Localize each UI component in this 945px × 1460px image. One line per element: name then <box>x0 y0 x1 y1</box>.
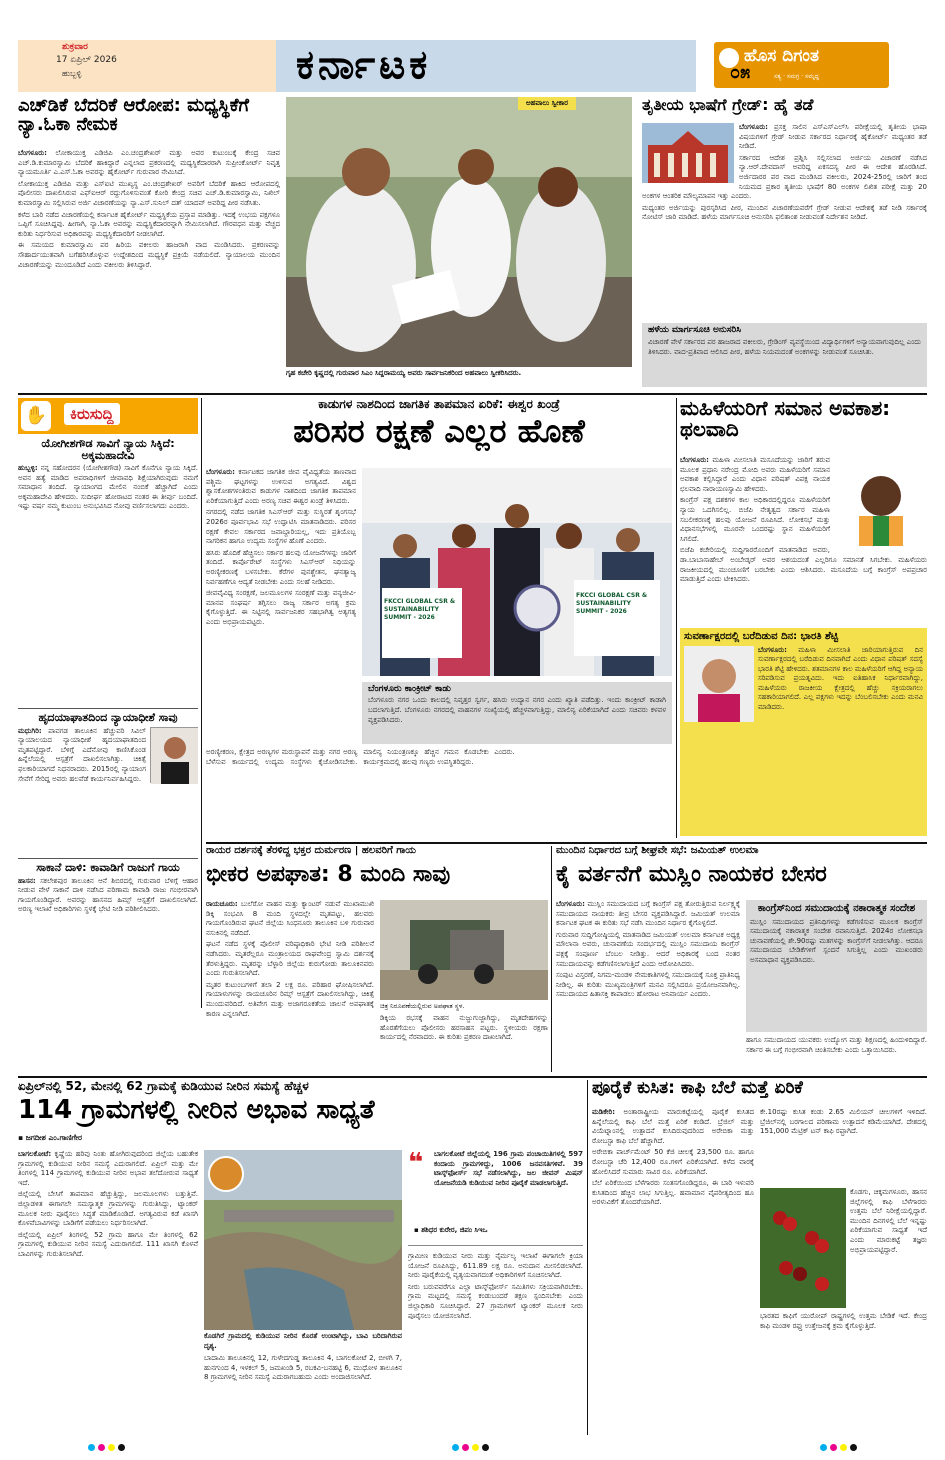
story-col <box>18 1150 198 1435</box>
masthead-city: ಹುಬ್ಬಳ್ಳಿ <box>62 69 82 78</box>
kicker: ಕಾಡುಗಳ ನಾಶದಿಂದ ಜಾಗತಿಕ ತಾಪಮಾನ ಏರಿಕೆ: ಈಶ್ವರ ಖಂಡ್ರೆ <box>318 398 560 411</box>
author-text: ಶಶಿಧರ ಕುರೇರ, ಜಿಪಂ ಸಿಇಒ <box>421 1226 488 1234</box>
infobox-text: ಬೆಂಗಳೂರು ನಗರ ಒಂದು ಕಾಲದಲ್ಲಿ ನಿವೃತ್ತರ ಸ್ವರ್ಗ, ಹಸಿರು ಉದ್ಯಾನ ನಗರ ಎಂದು ಖ್ಯಾತಿ ಪಡೆದಿತ್ತು. ಇಂದು ಕಾಂಕ್ರೀಟ್ ಕಾಡಾಗಿ ಬದಲಾಗುತ್ತಿದೆ. ಬೆಂಗಳೂರು ನಗರದಲ್ಲಿ ವಾಹನಗಳ ಸಂಖ್ಯೆಯಲ್ಲಿ ಹೆಚ್ಚಳವಾಗುತ್ತಿದ್ದು, ಮಾಲಿನ್ಯ ಏರಿಕೆಯಾಗಿದೆ ಎಂದು ಸಚಿವರು ಕಳವಳ ವ್ಯಕ್ತಪಡಿಸಿದರು. <box>368 696 666 724</box>
kiru-suddi <box>18 398 198 1008</box>
paragraph: ಅಂತಾರಾಷ್ಟ್ರೀಯ ಮಾರುಕಟ್ಟೆಯಲ್ಲಿ ಪೂರೈಕೆ ಕುಸಿತದ ಹಿನ್ನೆಲೆಯಲ್ಲಿ ಕಾಫಿ ಬೆಲೆ ಮತ್ತೆ ಏರಿಕೆ ಕಂಡಿದೆ. ಬ್ರೆಜಿಲ್ ಮತ್ತು ವಿಯೆಟ್ನಾಂನಲ್ಲಿ ಉತ್ಪಾದನೆ ಕುಸಿದಿರುವುದರಿಂದ ಅರೇಬಿಕಾ ಮತ್ತು ರೋಬಸ್ಟಾ ಕಾಫಿ ಬೆಲೆ ಹೆಚ್ಚಾಗಿದೆ. <box>592 1108 754 1145</box>
paragraph: ಜಿಲ್ಲೆಯಲ್ಲಿ ಏಪ್ರಿಲ್ ತಿಂಗಳಲ್ಲಿ 52 ಗ್ರಾಮ ಹಾಗೂ ಮೇ ತಿಂಗಳಲ್ಲಿ 62 ಗ್ರಾಮಗಳಲ್ಲಿ ಕುಡಿಯುವ ನೀರಿನ ಸಮಸ್ಯೆ ಎದುರಾಗಲಿದೆ. 111 ಖಾಸಗಿ ಕೊಳವೆ ಬಾವಿಗಳನ್ನು ಗುರುತಿಸಲಾಗಿದೆ. <box>18 1230 198 1258</box>
quote-author: ▪ ಶಶಿಧರ ಕುರೇರ, ಜಿಪಂ ಸಿಇಒ <box>414 1226 488 1234</box>
reg-dot <box>88 1444 95 1451</box>
story-col <box>206 900 374 1072</box>
story-women <box>680 398 927 838</box>
kicker: ರಾಯರ ದರ್ಶನಕ್ಕೆ ತೆರಳಿದ್ದ ಭಕ್ತರ ದುರ್ಮರಣ | ಹಲವರಿಗೆ ಗಾಯ <box>206 846 416 856</box>
story-water <box>18 1080 583 1435</box>
photo-tag: ಅಹವಾಲು ಸ್ವೀಕಾರ <box>518 97 576 110</box>
photo-summit <box>362 468 672 676</box>
truck-image <box>380 900 548 1000</box>
headline: ಪೂರೈಕೆ ಕುಸಿತ: ಕಾಫಿ ಬೆಲೆ ಮತ್ತೆ ಏರಿಕೆ <box>592 1080 803 1098</box>
story-body <box>642 123 927 293</box>
paragraph: ಬೆಲೆ ಏರಿಕೆಯಿಂದ ಬೆಳೆಗಾರರು ಸಂತಸಗೊಂಡಿದ್ದರೂ, ಈ ಬಾರಿ ಇಳುವರಿ ಕುಸಿತದಿಂದ ಹೆಚ್ಚಿನ ಲಾಭ ಸಿಗುತ್ತಿಲ್ಲ. ಹವಾಮಾನ ವೈಪರೀತ್ಯದಿಂದ ಹೂ ಅರಳುವಿಕೆಗೆ ತೊಂದರೆಯಾಗಿದೆ. <box>592 1179 754 1207</box>
reg-dot <box>452 1444 459 1451</box>
portrait-image <box>684 646 754 722</box>
paragraph: ಹಾಗೂ ಸಮುದಾಯದ ಯುವಕರು ಉದ್ಯೋಗ ಮತ್ತು ಶಿಕ್ಷಣದಲ್ಲಿ ಹಿಂದುಳಿದಿದ್ದಾರೆ. ಸರ್ಕಾರ ಈ ಬಗ್ಗೆ ಗಂಭೀರವಾಗಿ ಚಿಂತಿಸಬೇಕು ಎಂದು ಒತ್ತಾಯಿಸಿದರು. <box>746 1036 927 1054</box>
story-env <box>206 398 672 838</box>
paragraph: ಲೋಕಾಯುಕ್ತ ಎಡಿಜಿಪಿ ಮತ್ತು ಎಸ್‌ಐಟಿ ಮುಖ್ಯಸ್ಥ ಎಂ.ಚಂದ್ರಶೇಖರ್ ಅವರಿಗೆ ಬೆದರಿಕೆ ಹಾಕಿದ ಆರೋಪದಲ್ಲಿ ಪೊಲೀಸರು ದಾಖಲಿಸಿರುವ ಎಫ್‌ಐಆರ್ ರದ್ದುಗೊಳಿಸುವಂತೆ ಕೋರಿ ಕೇಂದ್ರ ಸಚಿವ ಎಚ್.ಡಿ.ಕುಮಾರಸ್ವಾಮಿ, ನಿಖಿಲ್ ಕುಮಾರಸ್ವಾಮಿ ಸಲ್ಲಿಸಿರುವ ಅರ್ಜಿ ವಿಚಾರಣೆಯನ್ನು ನ್ಯಾ.ಎಸ್.ಸುನಿಲ್ ದತ್ ಯಾದವ್ ಅವರಿದ್ದ ಪೀಠ ನಡೆಸಿತು. <box>18 179 280 207</box>
kiru-text: ಸಕಲೇಶಪುರ ತಾಲೂಕಿನ ಆನೆ ಶಿಬಿರದಲ್ಲಿ ಗುರುವಾರ ಬೆಳಿಗ್ಗೆ ಆಹಾರ ನೀಡುವ ವೇಳೆ ಸಾಕಾನೆ ದಾಳಿ ನಡೆಸಿದ ಪರಿಣಾಮ ಕಾವಾಡಿ ರಾಜು ಗಂಭೀರವಾಗಿ ಗಾಯಗೊಂಡಿದ್ದಾರೆ. ಅವರನ್ನು ಹಾಸನದ ಹಿಮ್ಸ್ ಆಸ್ಪತ್ರೆಗೆ ದಾಖಲಿಸಲಾಗಿದೆ. ಅರಣ್ಯ ಇಲಾಖೆ ಅಧಿಕಾರಿಗಳು ಸ್ಥಳಕ್ಕೆ ಭೇಟಿ ನೀಡಿ ಪರಿಶೀಲಿಸಿದರು. <box>18 876 198 914</box>
paragraph: ಜೀವವೈವಿಧ್ಯ ಸಂರಕ್ಷಣೆ, ಜಲಮೂಲಗಳ ಸಂರಕ್ಷಣೆ ಮತ್ತು ವನ್ಯಜೀವಿ-ಮಾನವ ಸಂಘರ್ಷ ತಗ್ಗಿಸಲು ರಾಜ್ಯ ಸರ್ಕಾರ ಅಗತ್ಯ ಕ್ರಮ ಕೈಗೊಳ್ಳುತ್ತಿದೆ. ಈ ನಿಟ್ಟಿನಲ್ಲಿ ಸಾರ್ವಜನಿಕರ ಸಹಭಾಗಿತ್ವ ಅತ್ಯಗತ್ಯ ಎಂದು ಅಭಿಪ್ರಾಯಪಟ್ಟರು. <box>206 589 356 626</box>
summit-photo-image <box>362 468 672 676</box>
byline: ▪ ಜಗದೀಶ ಎಂ.ಗಾಣಿಗೇರ <box>18 1132 83 1142</box>
env-infobox <box>362 682 672 744</box>
story-col <box>408 1252 583 1435</box>
accident-photo <box>380 900 548 1000</box>
dateline: ಬೆಂಗಳೂರು: <box>556 900 585 908</box>
reg-dot <box>472 1444 479 1451</box>
headline: ಕೈ ವರ್ತನೆಗೆ ಮುಸ್ಲಿಂ ನಾಯಕರ ಬೇಸರ <box>556 861 827 887</box>
paragraph: ಈ ಸಮಯದ ಕುಮಾರಸ್ವಾಮಿ ಪರ ಹಿರಿಯ ವಕೀಲರು ಹಾಜರಾಗಿ ವಾದ ಮಂಡಿಸಿದರು. ಪ್ರಕರಣವನ್ನು ಸೌಹಾರ್ದಯುತವಾಗಿ ಬಗೆಹರಿಸಿಕೊಳ್ಳುವ ಉದ್ದೇಶದಿಂದ ಮಧ್ಯಸ್ಥಿಕೆ ಪ್ರಕ್ರಿಯೆ ನಡೆಯಲಿದೆ. ನ್ಯಾಯಾಲಯ ಮುಂದಿನ ವಿಚಾರಣೆಯನ್ನು ಮುಂದೂಡಿದೆ ಎಂದು ವಕೀಲರು ತಿಳಿಸಿದ್ದಾರೆ. <box>18 241 280 269</box>
story-coffee <box>592 1080 927 1435</box>
story-body <box>680 456 927 622</box>
byline-text: ಜಗದೀಶ ಎಂ.ಗಾಣಿಗೇರ <box>25 1132 83 1142</box>
paragraph: ಮಹಿಳಾ ಮೀಸಲಾತಿ ಮಸೂದೆಯನ್ನು ಜಾರಿಗೆ ತರುವ ಮೂಲಕ ಪ್ರಧಾನಿ ನರೇಂದ್ರ ಮೋದಿ ಅವರು ಮಹಿಳೆಯರಿಗೆ ಸಮಾನ ಅವಕಾಶ ಕಲ್ಪಿಸಿದ್ದಾರೆ ಎಂದು ವಿಧಾನ ಪರಿಷತ್ ವಿಪಕ್ಷ ನಾಯಕ ಛಲವಾದಿ ನಾರಾಯಣಸ್ವಾಮಿ ಹೇಳಿದರು. <box>680 456 830 493</box>
infobox-text: ವಿಚಾರಣೆ ವೇಳೆ ಸರ್ಕಾರದ ಪರ ಹಾಜರಾದ ವಕೀಲರು, ಗ್ರೇಡಿಂಗ್ ವ್ಯವಸ್ಥೆಯಿಂದ ವಿದ್ಯಾರ್ಥಿಗಳಿಗೆ ಅನ್ಯಾಯವಾಗುವುದಿಲ್ಲ ಎಂದು ತಿಳಿಸಿದರು. ವಾದ-ಪ್ರತಿವಾದ ಆಲಿಸಿದ ಪೀಠ, ಹಳೆಯ ನಿಯಮದಂತೆ ಅಂಕಗಳನ್ನು ನೀಡುವಂತೆ ಸೂಚಿಸಿತು. <box>648 338 921 357</box>
divider <box>676 398 677 838</box>
paragraph: ಮೃತರ ಕುಟುಂಬಗಳಿಗೆ ತಲಾ 2 ಲಕ್ಷ ರೂ. ಪರಿಹಾರ ಘೋಷಿಸಲಾಗಿದೆ. ಗಾಯಾಳುಗಳನ್ನು ರಾಯಚೂರಿನ ರಿಮ್ಸ್ ಆಸ್ಪತ್ರೆಗೆ ದಾಖಲಿಸಲಾಗಿದ್ದು, ಚಿಕಿತ್ಸೆ ಮುಂದುವರಿದಿದೆ. ಅತಿವೇಗ ಮತ್ತು ಅಜಾಗರೂಕತೆಯ ಚಾಲನೆ ಅಪಘಾತಕ್ಕೆ ಕಾರಣ ಎನ್ನಲಾಗಿದೆ. <box>206 980 374 1018</box>
dateline: ಬೆಂಗಳೂರು: <box>18 149 47 157</box>
dateline: ಬೆಂಗಳೂರು: <box>739 123 768 131</box>
story-muslim <box>556 846 927 1072</box>
leader-photo <box>835 464 927 546</box>
divider <box>18 393 927 395</box>
paper-stamp-icon <box>208 1156 244 1192</box>
dam-photo <box>204 1150 402 1330</box>
kiru-item <box>18 438 198 708</box>
masthead-date: 17 ಏಪ್ರಿಲ್ 2026 <box>56 55 117 65</box>
page-number: ೦೫ <box>730 62 751 83</box>
muslim-infobox <box>746 900 927 1032</box>
masthead <box>0 0 945 96</box>
paragraph: ಬುಲೆರೋ ವಾಹನ ಮತ್ತು ಕ್ಯಾಂಟರ್ ನಡುವೆ ಮುಖಾಮುಖಿ ಡಿಕ್ಕಿ ಸಂಭವಿಸಿ 8 ಮಂದಿ ಸ್ಥಳದಲ್ಲೇ ಮೃತಪಟ್ಟು, ಹಲವರು ಗಾಯಗೊಂಡಿರುವ ಘಟನೆ ಜಿಲ್ಲೆಯ ಸಿಂಧನೂರು ತಾಲೂಕಿನ ಬಳಿ ಗುರುವಾರ ನಸುಕಿನಲ್ಲಿ ನಡೆದಿದೆ. <box>206 900 374 937</box>
dateline: ಮಧುಗಿರಿ: <box>18 726 42 735</box>
portrait-image <box>151 728 198 784</box>
banner-label: FKCCI GLOBAL CSR & SUSTAINABILITY SUMMIT - 2026 <box>576 592 648 615</box>
infobox-text: ಮುಸ್ಲಿಂ ಸಮುದಾಯದ ಪ್ರತಿನಿಧಿಗಳನ್ನು ಕಡೆಗಣಿಸುವ ಮೂಲಕ ಕಾಂಗ್ರೆಸ್ ಸಮುದಾಯಕ್ಕೆ ನಕಾರಾತ್ಮಕ ಸಂದೇಶ ರವಾನಿಸುತ್ತಿದೆ. 2024ರ ಲೋಕಸಭಾ ಚುನಾವಣೆಯಲ್ಲಿ ಶೇ.90ರಷ್ಟು ಮತಗಳನ್ನು ಕಾಂಗ್ರೆಸ್‌ಗೆ ನೀಡಲಾಗಿತ್ತು. ಆದರೂ ಸಮುದಾಯದ ಬೇಡಿಕೆಗಳಿಗೆ ಸ್ಪಂದನೆ ಸಿಗುತ್ತಿಲ್ಲ ಎಂದು ಮುಖಂಡರು ಅಸಮಾಧಾನ ವ್ಯಕ್ತಪಡಿಸಿದರು. <box>750 917 923 964</box>
headline: ಭೀಕರ ಅಪಘಾತ: 8 ಮಂದಿ ಸಾವು <box>206 861 451 887</box>
infobox-title: ಬೆಂಗಳೂರು ಕಾಂಕ್ರೀಟ್ ಕಾಡು <box>368 684 451 694</box>
infobox-title: ಹಳೆಯ ಮಾರ್ಗಸೂಚಿ ಅನುಸರಿಸಿ <box>648 325 742 335</box>
headline <box>642 97 927 119</box>
reg-dot <box>108 1444 115 1451</box>
dateline: ಹುಬ್ಬಳ್ಳಿ: <box>18 464 38 473</box>
coffee-photo <box>760 1188 846 1308</box>
paragraph: ಬಿಜೆಪಿ ಕಚೇರಿಯಲ್ಲಿ ಸುದ್ದಿಗಾರರೊಂದಿಗೆ ಮಾತನಾಡಿದ ಅವರು, ಡಾ.ಬಾಬಾಸಾಹೇಬ್ ಅಂಬೇಡ್ಕರ್ ಅವರ ಆಶಯದಂತೆ ಎಲ್ಲರಿಗೂ ಸಮಾನತೆ ಸಿಗಬೇಕು. ಮಹಿಳೆಯರು ರಾಜಕೀಯದಲ್ಲಿ ಮುಂಚೂಣಿಗೆ ಬರಬೇಕು ಎಂದು ಆಶಿಸಿದರು. ಮಸೂದೆಯ ಬಗ್ಗೆ ಕಾಂಗ್ರೆಸ್ ಅಪಪ್ರಚಾರ ಮಾಡುತ್ತಿದೆ ಎಂದು ಟೀಕಿಸಿದರು. <box>680 546 927 584</box>
paragraph: ನೀರು ಬರುವವರೆಗೂ ಎಲ್ಲಾ ಟಾಸ್ಕ್‌ಫೋರ್ಸ್ ಸಮಿತಿಗಳು ಸಕ್ರಿಯವಾಗಿರಬೇಕು. ಗ್ರಾಮ ಮಟ್ಟದಲ್ಲಿ ಸಮಸ್ಯೆ ಕಂಡುಬಂದರೆ ತಕ್ಷಣ ಸ್ಪಂದಿಸಬೇಕು ಎಂದು ಜಿಲ್ಲಾಧಿಕಾರಿ ಸೂಚಿಸಿದ್ದಾರೆ. 27 ಗ್ರಾಮಗಳಿಗೆ ಟ್ಯಾಂಕರ್ ಮೂಲಕ ನೀರು ಪೂರೈಸಲು ಯೋಜಿಸಲಾಗಿದೆ. <box>408 1282 583 1320</box>
masthead-left-bar <box>18 40 276 92</box>
paragraph: ಅರಣ್ಯೀಕರಣ, ಕ್ಷೇತ್ರದ ಅರಣ್ಯಗಳ ಮರುಸ್ಥಾಪನೆ ಮತ್ತು ನಗರ ಅರಣ್ಯ ಬೆಳೆಸುವ ಕಾರ್ಯದಲ್ಲಿ ಉದ್ಯಮ ಸಂಸ್ಥೆಗಳು ಕೈಜೋಡಿಸಬೇಕು. ಮಾಲಿನ್ಯ ನಿಯಂತ್ರಣಕ್ಕೂ ಹೆಚ್ಚಿನ ಗಮನ ಕೊಡಬೇಕು ಎಂದರು. ಕಾರ್ಯಕ್ರಮದಲ್ಲಿ ಹಲವು ಗಣ್ಯರು ಉಪಸ್ಥಿತರಿದ್ದರು. <box>206 748 515 766</box>
brand-tagline: ಸತ್ಯ · ಸಮಗ್ರ · ಸಮೃದ್ಧ <box>774 73 819 80</box>
building-photo <box>642 123 734 183</box>
paragraph: ಹಸಿರು ಹೊದಿಕೆ ಹೆಚ್ಚಿಸಲು ಸರ್ಕಾರ ಹಲವು ಯೋಜನೆಗಳನ್ನು ಜಾರಿಗೆ ತಂದಿದೆ. ಕಾರ್ಪೊರೇಟ್ ಸಂಸ್ಥೆಗಳು ಸಿಎಸ್‌ಆರ್ ನಿಧಿಯನ್ನು ಅರಣ್ಯೀಕರಣಕ್ಕೆ ಬಳಸಬೇಕು. ಕೆರೆಗಳ ಪುನಶ್ಚೇತನ, ಘನತ್ಯಾಜ್ಯ ನಿರ್ವಹಣೆಗೂ ಆದ್ಯತೆ ನೀಡಬೇಕು ಎಂದು ಸಲಹೆ ನೀಡಿದರು. <box>206 548 356 586</box>
photo-caption: ಗೃಹ ಕಚೇರಿ ಕೃಷ್ಣದಲ್ಲಿ ಗುರುವಾರ ಸಿಎಂ ಸಿದ್ದರಾಮಯ್ಯ ಅವರು ಸಾರ್ವಜನಿಕರಿಂದ ಅಹವಾಲು ಸ್ವೀಕರಿಸಿದರು. <box>286 369 522 377</box>
headline: ಎಚ್‌ಡಿಕೆ ಬೆದರಿಕೆ ಆರೋಪ: ಮಧ್ಯಸ್ಥಿಕೆಗೆ ನ್ಯಾ.ಓಕಾ ನೇಮಕ <box>18 97 250 135</box>
story-col <box>592 1108 754 1435</box>
reg-dot <box>850 1444 857 1451</box>
reg-dot <box>98 1444 105 1451</box>
paragraph: ಘಟನೆ ನಡೆದ ಸ್ಥಳಕ್ಕೆ ಪೊಲೀಸ್ ವರಿಷ್ಠಾಧಿಕಾರಿ ಭೇಟಿ ನೀಡಿ ಪರಿಶೀಲನೆ ನಡೆಸಿದರು. ಮೃತರೆಲ್ಲರೂ ಮಂತ್ರಾಲಯದ ರಾಘವೇಂದ್ರ ಸ್ವಾಮಿ ದರ್ಶನಕ್ಕೆ ತೆರಳುತ್ತಿದ್ದರು. ಮೃತರನ್ನು ಬೆಳ್ಳಾರಿ ಜಿಲ್ಲೆಯ ಕುರುಗೋಡು ತಾಲೂಕಿನವರು ಎಂದು ಗುರುತಿಸಲಾಗಿದೆ. <box>206 940 374 978</box>
high-court-image <box>642 123 734 183</box>
kiru-icon: ✋ <box>21 401 51 431</box>
paragraph: ಮುಸ್ಲಿಂ ಸಮುದಾಯದ ಬಗ್ಗೆ ಕಾಂಗ್ರೆಸ್ ಪಕ್ಷ ತೋರುತ್ತಿರುವ ನಿರ್ಲಕ್ಷ್ಯಕ್ಕೆ ಸಮುದಾಯದ ನಾಯಕರು ತೀವ್ರ ಬೇಸರ ವ್ಯಕ್ತಪಡಿಸಿದ್ದಾರೆ. ಜಮಿಯತ್ ಉಲಮಾ ಕರ್ನಾಟಕ ಘಟಕ ಈ ಕುರಿತು ಸಭೆ ನಡೆಸಿ ಮುಂದಿನ ನಿರ್ಧಾರ ಕೈಗೊಳ್ಳಲಿದೆ. <box>556 900 740 928</box>
paragraph: ಸಂಪುಟ ವಿಸ್ತರಣೆ, ನಿಗಮ-ಮಂಡಳಿ ನೇಮಕಾತಿಗಳಲ್ಲಿ ಸಮುದಾಯಕ್ಕೆ ಸೂಕ್ತ ಪ್ರಾತಿನಿಧ್ಯ ನೀಡಿಲ್ಲ. ಈ ಕುರಿತು ಮುಖ್ಯಮಂತ್ರಿಗಳಿಗೆ ಮನವಿ ಸಲ್ಲಿಸಿದರೂ ಪ್ರಯೋಜನವಾಗಿಲ್ಲ. ಸಮುದಾಯದ ಹಿತಾಸಕ್ತಿ ಕಾಪಾಡಲು ಹೋರಾಟ ಅನಿವಾರ್ಯ ಎಂದರು. <box>556 971 740 999</box>
headline: ಪರಿಸರ ರಕ್ಷಣೆ ಎಲ್ಲರ ಹೊಣೆ <box>293 411 585 450</box>
dateline: ಬೆಂಗಳೂರು: <box>206 468 235 476</box>
photo-cm <box>286 97 632 367</box>
reg-dot <box>462 1444 469 1451</box>
dateline: ಬಾಗಲಕೋಟೆ: <box>18 1150 52 1158</box>
paragraph: ಲೋಕಾಯುಕ್ತ ಎಡಿಜಿಪಿ ಎಂ.ಚಂದ್ರಶೇಖರ್ ಮತ್ತು ಅವರ ಕುಟುಂಬಕ್ಕೆ ಕೇಂದ್ರ ಸಚಿವ ಎಚ್.ಡಿ.ಕುಮಾರಸ್ವಾಮಿ ಬೆದರಿಕೆ ಹಾಕಿದ್ದಾರೆ ಎನ್ನಲಾದ ಪ್ರಕರಣದಲ್ಲಿ ಮಧ್ಯಸ್ಥಿಕೆದಾರರಾಗಿ ಸುಪ್ರೀಂಕೋರ್ಟ್ ನಿವೃತ್ತ ನ್ಯಾಯಮೂರ್ತಿ ಎ.ಎಸ್.ಓಕಾ ಅವರನ್ನು ಹೈಕೋರ್ಟ್ ಗುರುವಾರ ನೇಮಿಸಿದೆ. <box>18 149 280 177</box>
headline-text: ತೃತೀಯ ಭಾಷೆಗೆ ಗ್ರೇಡ್: ಹೈ ತಡೆ <box>642 97 814 114</box>
reg-dot <box>820 1444 827 1451</box>
divider <box>201 398 202 1008</box>
divider <box>18 1076 927 1078</box>
paragraph: ಜಿಲ್ಲೆಯಲ್ಲಿ ಬೇಸಿಗೆ ತಾಪಮಾನ ಹೆಚ್ಚುತ್ತಿದ್ದು, ಜಲಮೂಲಗಳು ಬತ್ತುತ್ತಿವೆ. ಜಿಲ್ಲಾಡಳಿತ ಈಗಾಗಲೇ ಸಮಸ್ಯಾತ್ಮಕ ಗ್ರಾಮಗಳನ್ನು ಗುರುತಿಸಿದ್ದು, ಟ್ಯಾಂಕರ್ ಮೂಲಕ ನೀರು ಪೂರೈಸಲು ಸಿದ್ಧತೆ ಮಾಡಿಕೊಂಡಿದೆ. ಅಗತ್ಯವಿರುವ ಕಡೆ ಖಾಸಗಿ ಕೊಳವೆಬಾವಿಗಳನ್ನು ಬಾಡಿಗೆಗೆ ಪಡೆಯಲು ನಿರ್ಧರಿಸಲಾಗಿದೆ. <box>18 1190 198 1228</box>
masthead-day: ಶುಕ್ರವಾರ <box>62 42 88 52</box>
paragraph: ಅರೇಬಿಕಾ ಪಾರ್ಚ್‌ಮೆಂಟ್ 50 ಕೆಜಿ ಚೀಲಕ್ಕೆ 23,500 ರೂ. ಹಾಗೂ ರೋಬಸ್ಟಾ ಚೆರಿ 12,400 ರೂ.ಗಳಿಗೆ ಏರಿಕೆಯಾಗಿದೆ. ಕಳೆದ ವಾರಕ್ಕೆ ಹೋಲಿಸಿದರೆ ಸುಮಾರು ಸಾವಿರ ರೂ. ಏರಿಕೆಯಾಗಿದೆ. <box>592 1148 754 1176</box>
language-infobox <box>642 323 927 387</box>
divider <box>587 1080 588 1435</box>
judge-portrait <box>150 727 198 783</box>
paragraph: ಮಧ್ಯಂತರ ಅರ್ಜಿಯನ್ನು ಪುರಸ್ಕರಿಸಿದ ಪೀಠ, ಮುಂದಿನ ವಿಚಾರಣೆಯವರೆಗೆ ಗ್ರೇಡ್ ನೀಡುವ ಆದೇಶಕ್ಕೆ ತಡೆ ನೀಡಿ ಸರ್ಕಾರಕ್ಕೆ ನೋಟಿಸ್ ಜಾರಿ ಮಾಡಿದೆ. ಹಳೆಯ ಮಾರ್ಗಸೂಚಿ ಅನುಸರಿಸಿ ಫಲಿತಾಂಶ ನೀಡುವಂತೆ ನಿರ್ದೇಶನ ನೀಡಿದೆ. <box>642 203 927 222</box>
subbox-portrait <box>684 646 754 722</box>
kiru-item <box>18 708 198 858</box>
story-accident <box>206 846 548 1072</box>
paragraph: ಕಳೆದ ಬಾರಿ ನಡೆದ ವಿಚಾರಣೆಯಲ್ಲಿ ಕರ್ನಾಟಕ ಹೈಕೋರ್ಟ್ ಮಧ್ಯಸ್ಥಿಕೆಯ ಪ್ರಸ್ತಾಪ ಮಾಡಿತ್ತು. ಇದಕ್ಕೆ ಉಭಯ ಪಕ್ಷಗಳೂ ಒಪ್ಪಿಗೆ ಸೂಚಿಸಿದ್ದವು. ಹೀಗಾಗಿ, ನ್ಯಾ.ಓಕಾ ಅವರನ್ನು ಮಧ್ಯಸ್ಥಿಕೆದಾರರನ್ನಾಗಿ ನೇಮಿಸಲಾಗಿದೆ. ಗೌರವಧನ ಮತ್ತು ವೆಚ್ಚದ ಕುರಿತು ನಿರ್ಧರಿಸುವ ಅಧಿಕಾರವನ್ನು ಮಧ್ಯಸ್ಥಿಕೆದಾರರಿಗೆ ನೀಡಲಾಗಿದೆ. <box>18 210 280 238</box>
reg-dot <box>482 1444 489 1451</box>
dateline: ಹಾಸನ: <box>18 876 36 885</box>
kiru-text: ನನ್ನ ಸಹೋದರನ (ಯೋಗೀಶಗೌಡ) ಸಾವಿಗೆ ಕೊನೆಗೂ ನ್ಯಾಯ ಸಿಕ್ಕಿದೆ. ಅವನ ಹತ್ಯೆ ಮಾಡಿದ ಅಪರಾಧಿಗಳಿಗೆ ಜೀವಾವಧಿ ಶಿಕ್ಷೆಯಾಗಿರುವುದು ನಮಗೆ ಸಮಾಧಾನ ತಂದಿದೆ. ನ್ಯಾಯಾಂಗದ ಮೇಲಿನ ನಂಬಿಕೆ ಹೆಚ್ಚಾಗಿದೆ ಎಂದು ಅಕ್ಕಮಹಾದೇವಿ ಹೇಳಿದರು. ಸುದೀರ್ಘ ಹೋರಾಟದ ನಂತರ ಈ ತೀರ್ಪು ಬಂದಿದೆ. ಇಷ್ಟು ವರ್ಷ ನಮ್ಮ ಕುಟುಂಬ ಅನುಭವಿಸಿದ ನೋವು ವರ್ಣಿಸಲಾಗದು ಎಂದರು. <box>18 464 198 511</box>
headline: 114 ಗ್ರಾಮಗಳಲ್ಲಿ ನೀರಿನ ಅಭಾವ ಸಾಧ್ಯತೆ <box>18 1094 375 1125</box>
paragraph: ನಗರದಲ್ಲಿ ನಡೆದ ಜಾಗತಿಕ ಸಿಎಸ್‌ಆರ್ ಮತ್ತು ಸುಸ್ಥಿರತೆ ಶೃಂಗಸಭೆ 2026ರ ಪೂರ್ವಭಾವಿ ಸಭೆ ಉದ್ಘಾಟಿಸಿ ಮಾತನಾಡಿದರು. ಪರಿಸರ ರಕ್ಷಣೆ ಕೇವಲ ಸರ್ಕಾರದ ಜವಾಬ್ದಾರಿಯಲ್ಲ, ಇದು ಪ್ರತಿಯೊಬ್ಬ ನಾಗರಿಕನ ಹಾಗೂ ಉದ್ಯಮ ಸಂಸ್ಥೆಗಳ ಹೊಣೆ ಎಂದರು. <box>206 508 356 546</box>
story-col <box>206 748 672 838</box>
paragraph: ಗುರುವಾರ ಸುದ್ದಿಗೋಷ್ಠಿಯಲ್ಲಿ ಮಾತನಾಡಿದ ಜಮಿಯತ್ ಉಲಮಾ ಕರ್ನಾಟಕ ಅಧ್ಯಕ್ಷ ಮೌಲಾನಾ ಅವರು, ಚುನಾವಣೆಯ ಸಂದರ್ಭದಲ್ಲಿ ಮುಸ್ಲಿಂ ಸಮುದಾಯ ಕಾಂಗ್ರೆಸ್ ಪಕ್ಷಕ್ಕೆ ಸಂಪೂರ್ಣ ಬೆಂಬಲ ನೀಡಿತ್ತು. ಆದರೆ ಅಧಿಕಾರಕ್ಕೆ ಬಂದ ನಂತರ ಸಮುದಾಯವನ್ನು ಕಡೆಗಣಿಸಲಾಗುತ್ತಿದೆ ಎಂದು ಆರೋಪಿಸಿದರು. <box>556 930 740 968</box>
subbox-headline: ಸುವರ್ಣಾಕ್ಷರದಲ್ಲಿ ಬರೆದಿಡುವ ದಿನ: ಭಾರತಿ ಶೆಟ್ಟಿ <box>684 631 839 642</box>
paragraph: ಡಿಕ್ಕಿಯ ರಭಸಕ್ಕೆ ವಾಹನ ನುಜ್ಜುಗುಜ್ಜಾಗಿದ್ದು, ಮೃತದೇಹಗಳನ್ನು ಹೊರತೆಗೆಯಲು ಪೊಲೀಸರು ಹರಸಾಹಸ ಪಟ್ಟರು. ಸ್ಥಳೀಯರು ರಕ್ಷಣಾ ಕಾರ್ಯದಲ್ಲಿ ನೆರವಾದರು. ಈ ಕುರಿತು ಪ್ರಕರಣ ದಾಖಲಾಗಿದೆ. <box>380 1014 548 1042</box>
quote-icon: ❝ <box>408 1148 424 1178</box>
quote-box <box>408 1150 583 1246</box>
kiru-headline: ಯೋಗೀಶಗೌಡ ಸಾವಿಗೆ ನ್ಯಾಯ ಸಿಕ್ಕಿದೆ: ಅಕ್ಕಮಹಾದೇವಿ <box>41 438 175 462</box>
divider <box>551 846 552 1072</box>
kiru-text: ಪಾವಗಡ ತಾಲೂಕಿನ ಹೆಚ್ಚುವರಿ ಸಿವಿಲ್ ನ್ಯಾಯಾಲಯದ ನ್ಯಾಯಾಧೀಶೆ ಹೃದಯಾಘಾತದಿಂದ ಮೃತಪಟ್ಟಿದ್ದಾರೆ. ಬೆಳಿಗ್ಗೆ ಎದೆನೋವು ಕಾಣಿಸಿಕೊಂಡ ಹಿನ್ನೆಲೆಯಲ್ಲಿ ಆಸ್ಪತ್ರೆಗೆ ದಾಖಲಿಸಲಾಗಿತ್ತು. ಚಿಕಿತ್ಸೆ ಫಲಕಾರಿಯಾಗದೆ ನಿಧನರಾದರು. 2015ರಲ್ಲಿ ನ್ಯಾಯಾಂಗ ಸೇವೆಗೆ ಸೇರಿದ್ದ ಅವರು ಹಲವೆಡೆ ಕಾರ್ಯನಿರ್ವಹಿಸಿದ್ದರು. <box>18 726 146 783</box>
divider <box>206 842 927 844</box>
dateline: ಬೆಂಗಳೂರು: <box>758 645 787 654</box>
registration-marks <box>0 1440 945 1460</box>
paragraph: ಕಾಂಗ್ರೆಸ್ ಪಕ್ಷ ದಶಕಗಳ ಕಾಲ ಅಧಿಕಾರದಲ್ಲಿದ್ದರೂ ಮಹಿಳೆಯರಿಗೆ ನ್ಯಾಯ ಒದಗಿಸಲಿಲ್ಲ. ಬಿಜೆಪಿ ನೇತೃತ್ವದ ಸರ್ಕಾರ ಮಹಿಳಾ ಸಬಲೀಕರಣಕ್ಕೆ ಹಲವು ಯೋಜನೆ ರೂಪಿಸಿದೆ. ಲೋಕಸಭೆ ಮತ್ತು ವಿಧಾನಸಭೆಗಳಲ್ಲಿ ಮೂರನೇ ಒಂದರಷ್ಟು ಸ್ಥಾನ ಮಹಿಳೆಯರಿಗೆ ಸಿಗಲಿದೆ. <box>680 496 830 543</box>
paragraph: ಸರ್ಕಾರದ ಆದೇಶ ಪ್ರಶ್ನಿಸಿ ಸಲ್ಲಿಸಲಾದ ಅರ್ಜಿಯ ವಿಚಾರಣೆ ನಡೆಸಿದ ನ್ಯಾ.ಆರ್.ದೇವದಾಸ್ ಅವರಿದ್ದ ಏಕಸದಸ್ಯ ಪೀಠ ಈ ಆದೇಶ ಹೊರಡಿಸಿದೆ. ಅರ್ಜಿದಾರರ ಪರ ವಾದ ಮಂಡಿಸಿದ ವಕೀಲರು, 2024-25ರಲ್ಲಿ ಜಾರಿಗೆ ತಂದ ನಿಯಮದ ಪ್ರಕಾರ ತೃತೀಯ ಭಾಷೆಗೆ 80 ಅಂಕಗಳ ಲಿಖಿತ ಪರೀಕ್ಷೆ ಮತ್ತು 20 ಅಂಕಗಳ ಆಂತರಿಕ ಮೌಲ್ಯಮಾಪನ ಇತ್ತು ಎಂದರು. <box>642 153 927 201</box>
quote-text: ಬಾಗಲಕೋಟೆ ಜಿಲ್ಲೆಯಲ್ಲಿ 196 ಗ್ರಾಮ ಪಂಚಾಯಿತಿಗಳಲ್ಲಿ 597 ಕಂದಾಯ ಗ್ರಾಮಗಳಿದ್ದು, 1006 ಜನವಸತಿಗಳಿವೆ. 39 ಟಾಸ್ಕ್‌ಫೋರ್ಸ್ ಸಭೆ ನಡೆಸಲಾಗಿದ್ದು, ಜಲ ಜೀವನ್ ಮಿಷನ್ ಯೋಜನೆಯಡಿ ಕುಡಿಯುವ ನೀರಿನ ಪೂರೈಕೆ ಮಾಡಲಾಗುತ್ತಿದೆ. <box>434 1150 583 1187</box>
story-col <box>206 468 356 744</box>
brand-name: ಹೊಸ ದಿಗಂತ <box>744 46 819 66</box>
story-col <box>556 900 740 1072</box>
women-subbox <box>680 628 927 836</box>
paragraph: ಗ್ರಾಮೀಣ ಕುಡಿಯುವ ನೀರು ಮತ್ತು ನೈರ್ಮಲ್ಯ ಇಲಾಖೆ ಈಗಾಗಲೇ ಕ್ರಿಯಾ ಯೋಜನೆ ರೂಪಿಸಿದ್ದು, 611.89 ಲಕ್ಷ ರೂ. ಅನುದಾನ ಮೀಸಲಿಡಲಾಗಿದೆ. ನೀರು ಪೂರೈಕೆಯಲ್ಲಿ ವ್ಯತ್ಯಯವಾಗದಂತೆ ಅಧಿಕಾರಿಗಳಿಗೆ ಸೂಚಿಸಲಾಗಿದೆ. <box>408 1252 583 1280</box>
coffee-berries-image <box>760 1188 846 1308</box>
paragraph: ಕೊಡಗಿರೆ ಗ್ರಾಮದಲ್ಲಿ ಕುಡಿಯುವ ನೀರಿನ ಕೊರತೆ ಉಂಟಾಗಿದ್ದು, ಬಾವಿ ಬರಿದಾಗಿರುವ ದೃಶ್ಯ. <box>204 1332 402 1350</box>
cm-photo-image <box>286 97 632 367</box>
kiru-headline: ಸಾಕಾನೆ ದಾಳಿ: ಕಾವಾಡಿಗೆ ರಾಜುಗೆ ಗಾಯ <box>36 861 180 874</box>
paragraph: ಕೇ.10ರಷ್ಟು ಕುಸಿತ ಕಂಡು 2.65 ಮಿಲಿಯನ್ ಚೀಲಗಳಿಗೆ ಇಳಿದಿದೆ. ಬ್ರೆಜಿಲ್‌ನಲ್ಲಿ ಬರಗಾಲದ ಪರಿಣಾಮ ಉತ್ಪಾದನೆ ಕಡಿಮೆಯಾಗಿದೆ. ದೇಶದಲ್ಲಿ 151,000 ಮೆಟ್ರಿಕ್ ಟನ್ ಕಾಫಿ ರಫ್ತಾಗಿದೆ. <box>760 1108 927 1136</box>
kiru-title: ಕಿರುಸುದ್ದಿ <box>64 403 120 425</box>
paragraph: ಕೊಡಗು, ಚಿಕ್ಕಮಗಳೂರು, ಹಾಸನ ಜಿಲ್ಲೆಗಳಲ್ಲಿ ಕಾಫಿ ಬೆಳೆಗಾರರು ಉತ್ತಮ ಬೆಲೆ ನಿರೀಕ್ಷೆಯಲ್ಲಿದ್ದಾರೆ. ಮುಂದಿನ ದಿನಗಳಲ್ಲಿ ಬೆಲೆ ಇನ್ನಷ್ಟು ಏರಿಕೆಯಾಗುವ ಸಾಧ್ಯತೆ ಇದೆ ಎಂದು ಮಾರುಕಟ್ಟೆ ತಜ್ಞರು ಅಭಿಪ್ರಾಯಪಟ್ಟಿದ್ದಾರೆ. <box>850 1188 927 1254</box>
kiru-item <box>18 858 198 1008</box>
reg-dot <box>830 1444 837 1451</box>
paragraph: ಪ್ರಸಕ್ತ ಸಾಲಿನ ಎಸ್‌ಎಸ್‌ಎಲ್‌ಸಿ ಪರೀಕ್ಷೆಯಲ್ಲಿ ತೃತೀಯ ಭಾಷಾ ವಿಷಯಗಳಿಗೆ ಗ್ರೇಡ್ ನೀಡುವ ಸರ್ಕಾರದ ನಿರ್ಧಾರಕ್ಕೆ ಹೈಕೋರ್ಟ್ ಮಧ್ಯಂತರ ತಡೆ ನೀಡಿದೆ. <box>739 123 927 151</box>
kicker: ಏಪ್ರಿಲ್‌ನಲ್ಲಿ 52, ಮೇನಲ್ಲಿ 62 ಗ್ರಾಮಕ್ಕೆ ಕುಡಿಯುವ ನೀರಿನ ಸಮಸ್ಯೆ ಹೆಚ್ಚಳ <box>18 1080 309 1093</box>
paragraph: ಕೃಷ್ಣೆಯ ಹರಿವು ನಿಂತು ಹೋಗಿರುವುದರಿಂದ ಜಿಲ್ಲೆಯ ಬಹುತೇಕ ಗ್ರಾಮಗಳಲ್ಲಿ ಕುಡಿಯುವ ನೀರಿನ ಸಮಸ್ಯೆ ಎದುರಾಗಲಿದೆ. ಏಪ್ರಿಲ್ ಮತ್ತು ಮೇ ತಿಂಗಳಲ್ಲಿ 114 ಗ್ರಾಮಗಳಲ್ಲಿ ಕುಡಿಯುವ ನೀರಿನ ಅಭಾವ ತಲೆದೋರುವ ಸಾಧ್ಯತೆ ಇದೆ. <box>18 1150 198 1187</box>
banner-label: FKCCI GLOBAL CSR & SUSTAINABILITY SUMMIT - 2026 <box>384 598 456 621</box>
kiru-header <box>18 398 198 434</box>
reg-dot <box>840 1444 847 1451</box>
story-language <box>642 97 927 389</box>
subbox-text: ಮಹಿಳಾ ಮೀಸಲಾತಿ ಜಾರಿಯಾಗುತ್ತಿರುವ ದಿನ ಸುವರ್ಣಾಕ್ಷರದಲ್ಲಿ ಬರೆದಿಡುವ ದಿನವಾಗಿದೆ ಎಂದು ವಿಧಾನ ಪರಿಷತ್ ಸದಸ್ಯೆ ಭಾರತಿ ಶೆಟ್ಟಿ ಹೇಳಿದರು. ಶತಮಾನಗಳ ಕಾಲ ಮಹಿಳೆಯರಿಗೆ ಆಗಿದ್ದ ಅನ್ಯಾಯ ಸರಿಪಡಿಸುವ ಪ್ರಯತ್ನವಿದು. ಇದು ಐತಿಹಾಸಿಕ ನಿರ್ಧಾರವಾಗಿದ್ದು, ಮಹಿಳೆಯರು ರಾಜಕೀಯ ಕ್ಷೇತ್ರದಲ್ಲಿ ಹೆಚ್ಚು ಸಕ್ರಿಯರಾಗಲು ಸಹಕಾರಿಯಾಗಲಿದೆ. ಎಲ್ಲ ಪಕ್ಷಗಳು ಇದನ್ನು ಬೆಂಬಲಿಸಬೇಕು ಎಂದು ಮನವಿ ಮಾಡಿದರು. <box>758 645 924 712</box>
headline: ಮಹಿಳೆಯರಿಗೆ ಸಮಾನ ಅವಕಾಶ: ಥಲವಾದಿ <box>680 398 891 441</box>
reg-dot <box>118 1444 125 1451</box>
paragraph: ಕರ್ನಾಟಕದ ಜಾಗತಿಕ ಜೀವ ವೈವಿಧ್ಯತೆಯ ತಾಣವಾದ ಪಶ್ಚಿಮ ಘಟ್ಟಗಳನ್ನು ಉಳಿಸುವ ಅಗತ್ಯವಿದೆ. ವಿಶ್ವದ ಶ್ವಾಸಕೋಶಗಳಂತಿರುವ ಕಾಡುಗಳ ನಾಶದಿಂದ ಜಾಗತಿಕ ತಾಪಮಾನ ಏರಿಕೆಯಾಗುತ್ತಿದೆ ಎಂದು ಅರಣ್ಯ ಸಚಿವ ಈಶ್ವರ ಖಂಡ್ರೆ ತಿಳಿಸಿದರು. <box>206 468 356 505</box>
story-body <box>18 149 280 270</box>
paragraph: ಬಾದಾಮಿ ತಾಲೂಕಿನಲ್ಲಿ 12, ಗುಳೇದಗುಡ್ಡ ತಾಲೂಕಿನ 4, ಬಾಗಲಕೋಟೆ 2, ಬೀಳಗಿ 7, ಹುನಗುಂದ 4, ಇಳಕಲ್ 5, ಜಮಖಂಡಿ 5, ರಬಕವಿ-ಬನಹಟ್ಟಿ 6, ಮುಧೋಳ ತಾಲೂಕಿನ 8 ಗ್ರಾಮಗಳಲ್ಲಿ ನೀರಿನ ಸಮಸ್ಯೆ ಎದುರಾಗಬಹುದು ಎಂದು ಅಂದಾಜಿಸಲಾಗಿದೆ. <box>204 1354 402 1382</box>
paragraph: ಭಾರತದ ಕಾಫಿಗೆ ಯುರೋಪ್ ರಾಷ್ಟ್ರಗಳಲ್ಲಿ ಉತ್ತಮ ಬೇಡಿಕೆ ಇದೆ. ಕೇಂದ್ರ ಕಾಫಿ ಮಂಡಳಿ ರಫ್ತು ಉತ್ತೇಜನಕ್ಕೆ ಕ್ರಮ ಕೈಗೊಳ್ಳುತ್ತಿದೆ. <box>760 1312 927 1330</box>
kicker: ಮುಂದಿನ ನಿರ್ಧಾರದ ಬಗ್ಗೆ ಶೀಘ್ರವೇ ಸಭೆ: ಜಮಿಯತ್ ಉಲಮಾ <box>556 846 759 856</box>
story-hdk <box>18 97 280 389</box>
kiru-headline: ಹೃದಯಾಘಾತದಿಂದ ನ್ಯಾಯಾಧೀಶೆ ಸಾವು <box>38 711 178 724</box>
leader-portrait <box>835 464 927 546</box>
dateline: ಬೆಂಗಳೂರು: <box>680 456 709 464</box>
section-title: ಕರ್ನಾಟಕ <box>296 42 432 88</box>
dateline: ರಾಯಚೂರು: <box>206 900 238 908</box>
dateline: ಮಡಿಕೇರಿ: <box>592 1108 616 1116</box>
infobox-title: ಕಾಂಗ್ರೆಸ್‌ನಿಂದ ಸಮುದಾಯಕ್ಕೆ ನಕಾರಾತ್ಮಕ ಸಂದೇಶ <box>757 903 916 914</box>
accident-caption: ಚಿತ್ರ ನಿರೂಪಣೆಯಲ್ಲಿರುವ ಅಪಘಾತ ಸ್ಥಳ. <box>380 1002 465 1010</box>
